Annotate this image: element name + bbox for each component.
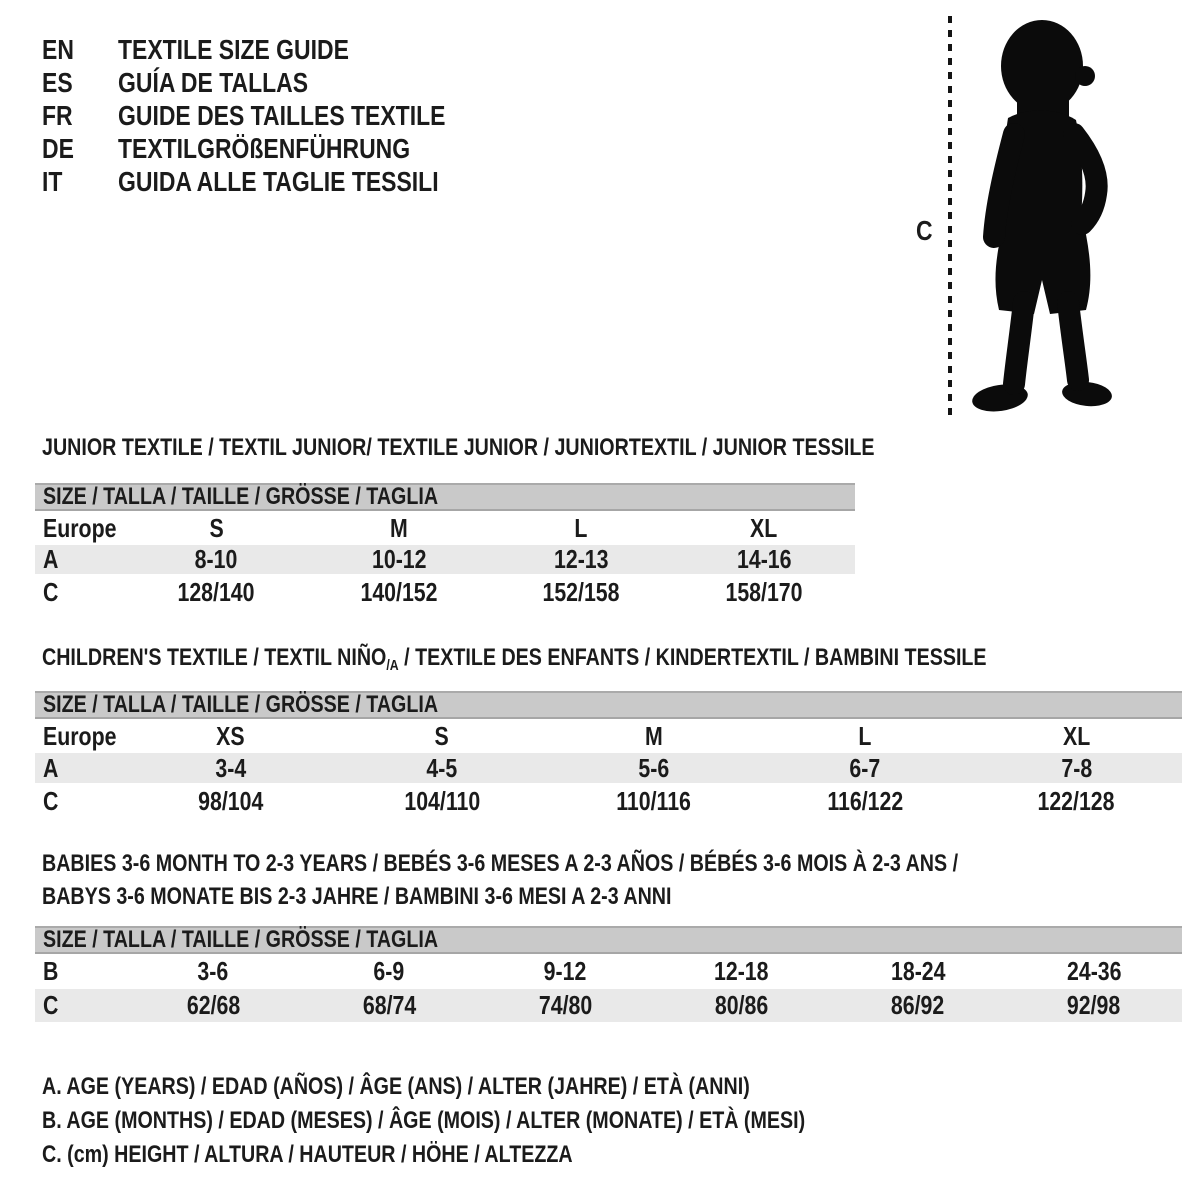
table-cell: 24-36 (1066, 956, 1122, 986)
babies-title-line2: BABYS 3-6 MONATE BIS 2-3 JAHRE / BAMBINI 3-6 MESI A 2-3 ANNI (42, 883, 672, 910)
table-cell: 4-5 (426, 752, 458, 783)
legend-height-cm: C. (cm) HEIGHT / ALTURA / HAUTEUR / HÖHE / ALTEZZA (42, 1141, 573, 1168)
row-label: B (43, 956, 59, 986)
table-cell: XL (1062, 720, 1090, 751)
row-label: A (43, 544, 59, 574)
language-row-en (42, 33, 517, 66)
size-header-band: SIZE / TALLA / TAILLE / GRÖSSE / TAGLIA (35, 691, 1182, 719)
table-cell: M (644, 720, 663, 751)
language-row-it (42, 165, 517, 198)
row-label: Europe (43, 512, 117, 543)
table-cell: L (574, 512, 588, 543)
row-label: C (43, 786, 59, 816)
table-cell: 3-4 (215, 752, 247, 783)
guide-title-en: TEXTILE SIZE GUIDE (118, 33, 349, 65)
table-cell: 12-13 (553, 544, 609, 574)
table-cell: 10-12 (371, 544, 427, 574)
table-cell: 7-8 (1060, 752, 1092, 783)
table-cell: 9-12 (544, 956, 587, 986)
table-cell: 92/98 (1067, 990, 1121, 1020)
table-cell: 68/74 (362, 990, 416, 1020)
table-cell: S (209, 512, 224, 543)
table-row-age (35, 545, 855, 574)
table-row-europe (35, 719, 1182, 753)
table-cell: 110/116 (616, 786, 691, 816)
table-cell: 5-6 (638, 752, 669, 783)
legend-age-months: B. AGE (MONTHS) / EDAD (MESES) / ÂGE (MOIS) / ALTER (MONATE) / ETÀ (MESI) (42, 1107, 806, 1134)
junior-section-title: JUNIOR TEXTILE / TEXTIL JUNIOR/ TEXTILE JUNIOR / JUNIORTEXTIL / JUNIOR TESSILE (42, 434, 875, 461)
junior-table (35, 483, 855, 610)
row-label: C (43, 576, 59, 607)
table-cell: 18-24 (890, 956, 946, 986)
row-label: A (43, 752, 59, 783)
table-cell: 3-6 (197, 956, 229, 986)
guide-title-es: GUÍA DE TALLAS (118, 66, 309, 98)
language-row-fr (42, 99, 517, 132)
guide-title-de: TEXTILGRÖßENFÜHRUNG (118, 132, 411, 164)
guide-title-it: GUIDA ALLE TAGLIE TESSILI (118, 165, 439, 197)
table-cell: 116/122 (826, 786, 903, 816)
guide-title-fr: GUIDE DES TAILLES TEXTILE (118, 99, 446, 131)
legend-age-years: A. AGE (YEARS) / EDAD (AÑOS) / ÂGE (ANS) / ALTER (JAHRE) / ETÀ (ANNI) (42, 1073, 750, 1100)
table-cell: 104/110 (404, 786, 481, 816)
table-cell: 6-9 (373, 956, 405, 986)
babies-title-line1: BABIES 3-6 MONTH TO 2-3 YEARS / BEBÉS 3-6 MESES A 2-3 AÑOS / BÉBÉS 3-6 MOIS À 2-3 ANS / (42, 850, 959, 877)
babies-section-title (42, 847, 1159, 913)
table-cell: 140/152 (360, 576, 438, 607)
table-cell: 86/92 (891, 990, 945, 1020)
row-label: Europe (43, 720, 117, 751)
measure-legend (42, 1070, 973, 1172)
table-cell: 14-16 (736, 544, 792, 574)
language-code: FR (42, 99, 73, 131)
table-cell: 80/86 (714, 990, 769, 1020)
table-cell: 12-18 (714, 956, 769, 986)
table-cell: 74/80 (538, 990, 593, 1020)
table-cell: 98/104 (198, 786, 264, 816)
table-row-height (35, 783, 1182, 820)
table-row-height (35, 574, 855, 610)
babies-table (35, 926, 1182, 1022)
size-header-band: SIZE / TALLA / TAILLE / GRÖSSE / TAGLIA (35, 483, 855, 511)
children-table (35, 691, 1182, 820)
language-row-es (42, 66, 517, 99)
table-cell: XS (216, 720, 245, 751)
language-code: ES (42, 66, 73, 98)
height-measure-label: C (916, 215, 933, 246)
language-code: IT (42, 165, 63, 197)
children-section-title: CHILDREN'S TEXTILE / TEXTIL $NIÑO_{/A}$ / TEXTILE DES ENFANTS / KINDERTEXTIL / BAMBINI TESSILE (42, 644, 987, 674)
table-cell: 8-10 (194, 544, 238, 574)
language-code: DE (42, 132, 74, 164)
table-cell: M (389, 512, 408, 543)
table-row-europe (35, 511, 855, 545)
table-cell: 158/170 (725, 576, 803, 607)
table-row-months (35, 954, 1182, 989)
table-row-age (35, 753, 1182, 783)
language-code: EN (42, 33, 74, 65)
table-row-height (35, 989, 1182, 1022)
table-cell: XL (750, 512, 778, 543)
language-title-list (42, 33, 517, 198)
table-cell: S (434, 720, 450, 751)
table-cell: L (858, 720, 872, 751)
baby-silhouette (962, 12, 1142, 420)
language-row-de (42, 132, 517, 165)
size-header-band: SIZE / TALLA / TAILLE / GRÖSSE / TAGLIA (35, 926, 1182, 954)
row-label: C (43, 990, 59, 1020)
height-measure-dashed-line (948, 16, 952, 418)
table-cell: 128/140 (177, 576, 255, 607)
table-cell: 6-7 (849, 752, 881, 783)
nino-a-subscript: /A (386, 657, 399, 674)
table-cell: 122/128 (1037, 786, 1115, 816)
table-cell: 62/68 (186, 990, 240, 1020)
table-cell: 152/158 (542, 576, 620, 607)
